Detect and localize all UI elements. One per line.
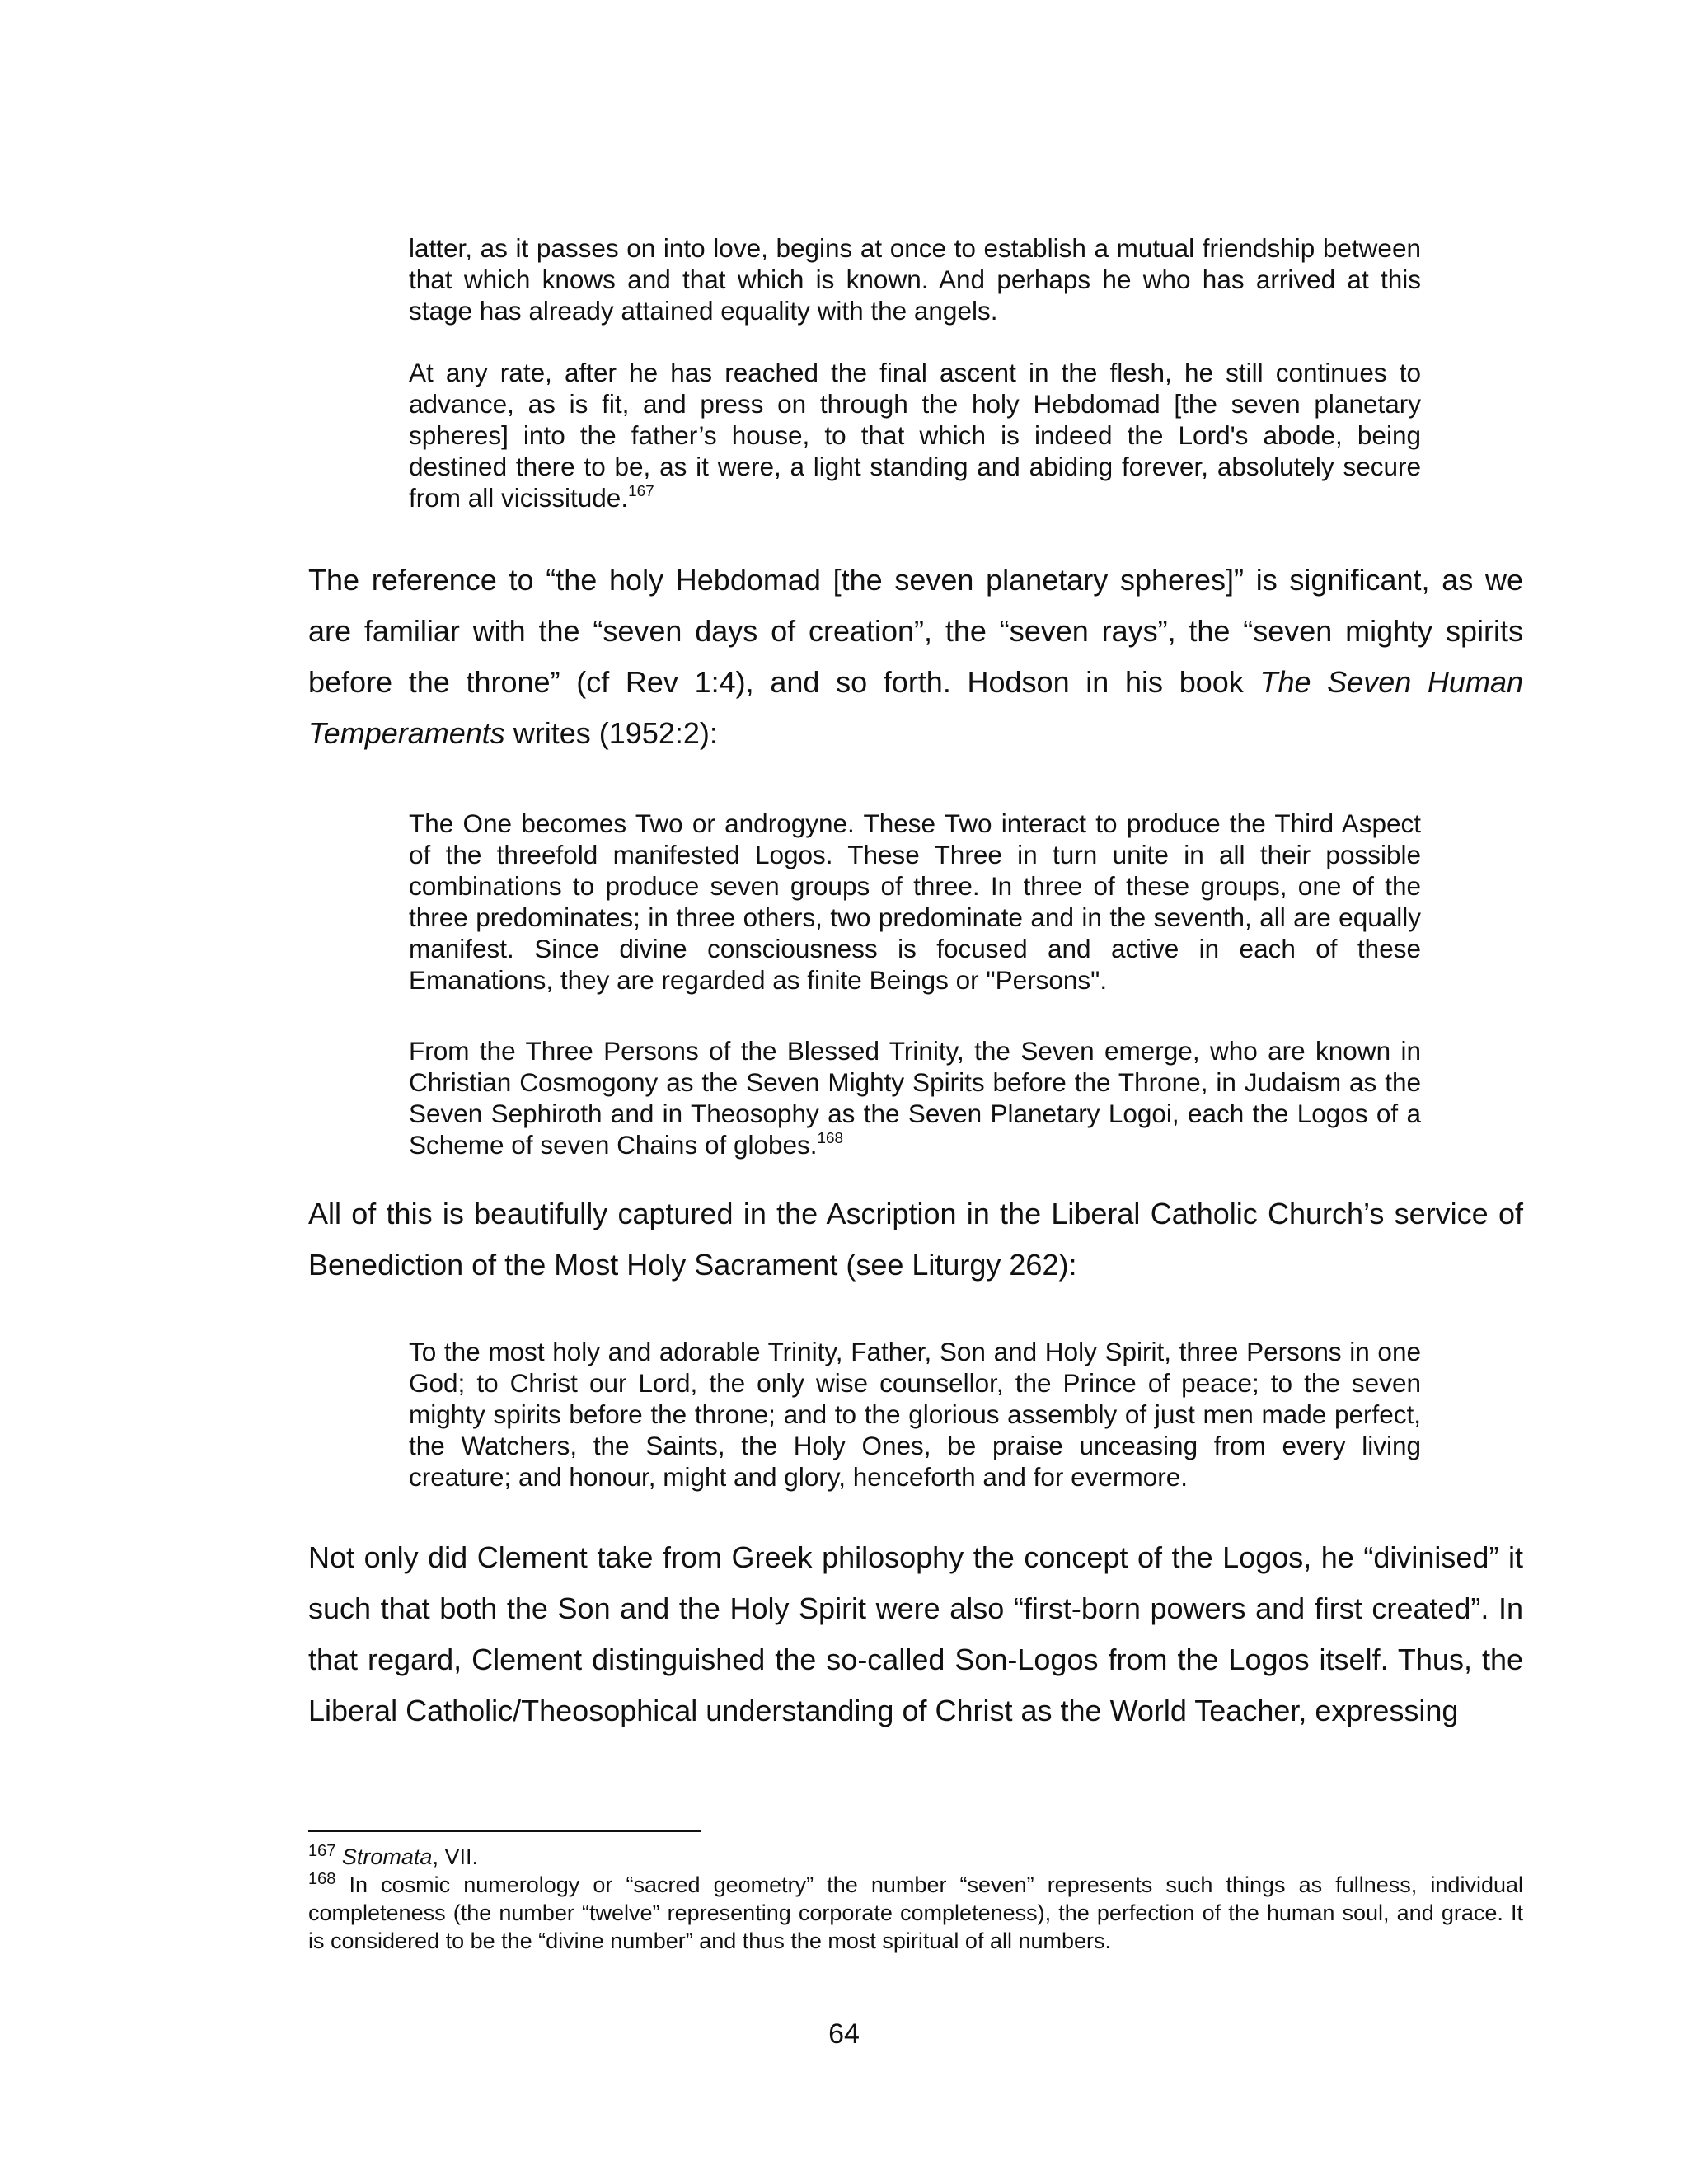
- body-paragraph: [308, 555, 1523, 759]
- block-quote-paragraph: [409, 808, 1421, 996]
- block-quote-paragraph: [409, 1035, 1421, 1160]
- paragraph-text: Not only did Clement take from Greek philosophy the concept of the Logos, he “divinised” it such that both the Son and the Holy Spirit were also “first-born powers and first created”. In that regard, Clement distinguished the so-called Son-Logos from the Logos itself. Thus, the Liberal Catholic/Theosophical understanding of Christ as the World Teacher, expressing: [308, 1540, 1523, 1727]
- quote-text: From the Three Persons of the Blessed Trinity, the Seven emerge, who are known in Christian Cosmogony as the Seven Mighty Spirits before the Throne, in Judaism as the Seven Sephiroth and in Theosophy as the Seven Planetary Logoi, each the Logos of a Scheme of seven Chains of globes.: [409, 1036, 1421, 1160]
- footnote-number: 167: [308, 1842, 336, 1860]
- body-paragraph: [308, 1188, 1523, 1291]
- paragraph-text: All of this is beautifully captured in the Ascription in the Liberal Catholic Church’s service of Benediction of the Most Holy Sacrament (see Liturgy 262):: [308, 1197, 1523, 1282]
- quote-text: latter, as it passes on into love, begins at once to establish a mutual friendship between that which knows and that which is known. And perhaps he who has arrived at this stage has already attained equality with the angels.: [409, 233, 1421, 326]
- body-paragraph: [308, 1532, 1523, 1736]
- paragraph-text: writes (1952:2):: [504, 716, 718, 750]
- quote-text: To the most holy and adorable Trinity, Father, Son and Holy Spirit, three Persons in one God; to Christ our Lord, the only wise counsellor, the Prince of peace; to the seven mighty spirits before the throne; and to the glorious assembly of just men made perfect, the Watchers, the Saints, the Holy Ones, be praise unceasing from every living creature; and honour, might and glory, henceforth and for evermore.: [409, 1337, 1421, 1492]
- footnote-title: Stromata: [341, 1844, 433, 1869]
- footnote-reference[interactable]: 168: [817, 1129, 844, 1147]
- footnote: [308, 1843, 1523, 1871]
- footnote-number: 168: [308, 1870, 336, 1888]
- footnote-text: , VII.: [432, 1844, 478, 1869]
- block-quote-paragraph: [409, 1336, 1421, 1493]
- footnote-text: In cosmic numerology or “sacred geometry” the number “seven” represents such things as fullness, individual completeness (the number “twelve” representing corporate completeness), the perfection of the human soul, and grace. It is considered to be the “divine number” and thus the most spiritual of all numbers.: [308, 1872, 1523, 1953]
- paragraph-text: The reference to “the holy Hebdomad [the seven planetary spheres]” is significant, as we are familiar with the “seven days of creation”, the “seven rays”, the “seven mighty spirits before the throne” (cf Rev 1:4), and so forth. Hodson in his book: [308, 563, 1523, 699]
- footnote-separator: [308, 1830, 701, 1832]
- quote-text: The One becomes Two or androgyne. These Two interact to produce the Third Aspect of the threefold manifested Logos. These Three in turn unite in all their possible combinations to produce seven groups of three. In three of these groups, one of the three predominates; in three others, two predominate and in the seventh, all are equally manifest. Since divine consciousness is focused and active in each of these Emanations, they are regarded as finite Beings or "Persons".: [409, 808, 1421, 995]
- footnote-reference[interactable]: 167: [628, 482, 654, 500]
- block-quote-paragraph: [409, 357, 1421, 513]
- block-quote-paragraph: [409, 232, 1421, 326]
- page-number: 64: [828, 2018, 860, 2050]
- book-title: The Seven Human Temperaments: [308, 665, 1523, 750]
- footnote: [308, 1871, 1523, 1955]
- quote-text: At any rate, after he has reached the final ascent in the flesh, he still continues to advance, as is fit, and press on through the holy Hebdomad [the seven planetary spheres] into the father’s house, to that which is indeed the Lord's abode, being destined there to be, as it were, a light standing and abiding forever, absolutely secure from all vicissitude.: [409, 358, 1421, 513]
